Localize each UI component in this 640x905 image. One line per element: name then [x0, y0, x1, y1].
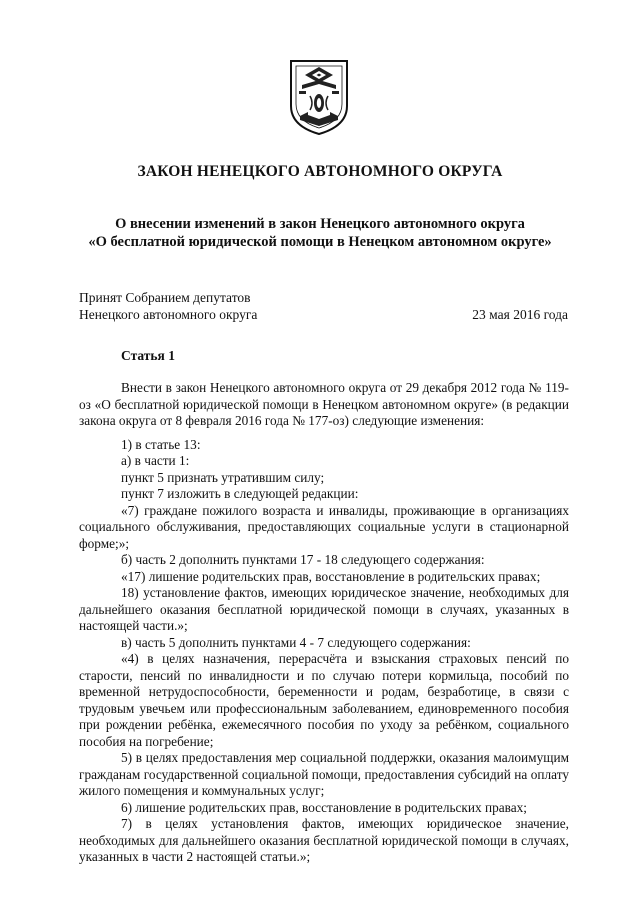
subtitle-line-2: «О бесплатной юридической помощи в Ненецком автономном округе»	[88, 234, 552, 250]
document-subtitle	[60, 215, 580, 251]
adopted-by-line-1: Принят Собранием депутатов	[79, 290, 251, 305]
paragraph: в) часть 5 дополнить пунктами 4 - 7 следующего содержания:	[121, 634, 471, 650]
document-title: ЗАКОН НЕНЕЦКОГО АВТОНОМНОГО ОКРУГА	[137, 163, 503, 180]
paragraph: 6) лишение родительских прав, восстановление в родительских правах;	[121, 799, 527, 815]
adoption-info	[79, 289, 257, 323]
paragraph: «7) граждане пожилого возраста и инвалиды, проживающие в организациях социального обслуживания, предоставляющих социальные услуги в стационарной форме;»;	[79, 502, 569, 551]
article-heading: Статья 1	[121, 348, 175, 363]
adoption-date: 23 мая 2016 года	[472, 307, 568, 322]
coat-of-arms-emblem	[288, 58, 350, 136]
paragraph: 1) в статье 13:	[121, 436, 201, 452]
paragraph: «4) в целях назначения, перерасчёта и взыскания страховых пенсий по старости, пенсий по инвалидности и по случаю потери кормильца, пособий по временной нетрудоспособности, беременности и родам, безработице, в связи с трудовым увечьем или профессиональным заболеванием, единовременного пособия при рождении ребёнка, ежемесячного пособия по уходу за ребёнком, социального пособия на погребение;	[79, 651, 569, 749]
paragraph: «17) лишение родительских прав, восстановление в родительских правах;	[121, 568, 541, 584]
paragraph: 5) в целях предоставления мер социальной поддержки, оказания малоимущим гражданам государственной социальной помощи, предоставления субсидий на оплату жилого помещения и коммунальных услуг;	[79, 750, 569, 798]
paragraph: пункт 5 признать утратившим силу;	[121, 469, 325, 485]
article-body	[79, 380, 569, 866]
subtitle-line-1: О внесении изменений в закон Ненецкого автономного округа	[115, 216, 525, 232]
paragraph: Внести в закон Ненецкого автономного округа от 29 декабря 2012 года № 119-оз «О бесплатной юридической помощи в Ненецком автономном округе» (в редакции закона округа от 8 февраля 2016 года № 177-оз) следующие изменения:	[79, 380, 569, 428]
paragraph: 18) установление фактов, имеющих юридическое значение, необходимых для дальнейшего оказания бесплатной юридической помощи в случаях, указанных в настоящей части.»;	[79, 585, 569, 633]
adopted-by-line-2: Ненецкого автономного округа	[79, 307, 258, 322]
paragraph: пункт 7 изложить в следующей редакции:	[121, 486, 359, 501]
paragraph: 7) в целях установления фактов, имеющих юридическое значение, необходимых для дальнейшего оказания бесплатной юридической помощи в случаях, указанных в части 2 настоящей статьи.»;	[79, 816, 569, 864]
paragraph: б) часть 2 дополнить пунктами 17 - 18 следующего содержания:	[121, 552, 485, 567]
paragraph: а) в части 1:	[121, 453, 190, 468]
